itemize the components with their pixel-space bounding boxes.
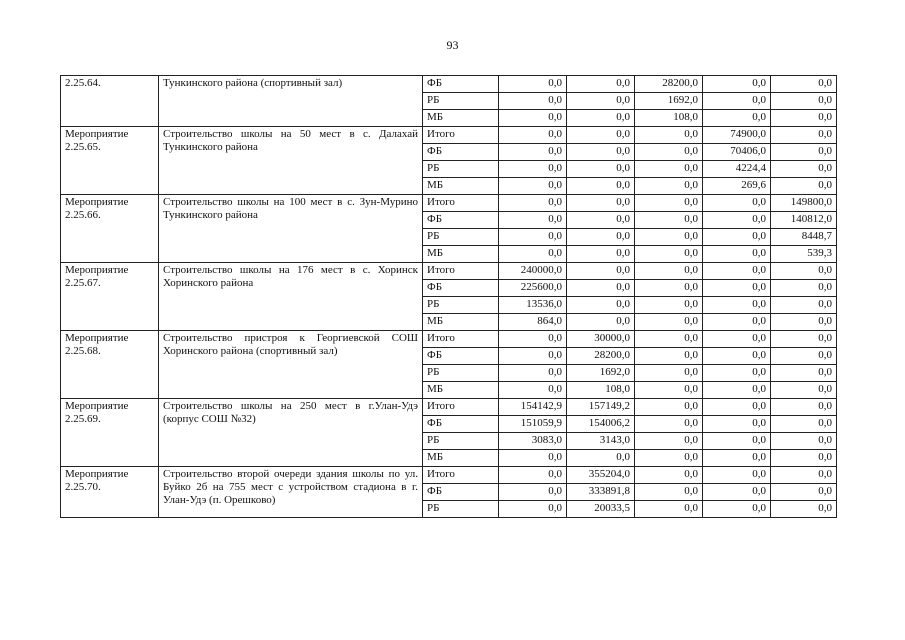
amount-cell: 0,0 [635, 297, 703, 314]
amount-cell: 0,0 [567, 161, 635, 178]
amount-cell: 20033,5 [567, 501, 635, 518]
amount-cell: 240000,0 [499, 263, 567, 280]
amount-cell: 0,0 [567, 229, 635, 246]
measure-description: Строительство второй очереди здания школы по ул. Буйко 2б на 755 мест с устройством стадиона в г. Улан-Удэ (п. Орешково) [159, 467, 423, 518]
amount-cell: 0,0 [499, 127, 567, 144]
amount-cell: 0,0 [635, 331, 703, 348]
amount-cell: 0,0 [499, 212, 567, 229]
amount-cell: 0,0 [703, 76, 771, 93]
amount-cell: 0,0 [703, 450, 771, 467]
amount-cell: 0,0 [771, 399, 837, 416]
funding-source: РБ [423, 297, 499, 314]
amount-cell: 0,0 [567, 212, 635, 229]
amount-cell: 0,0 [771, 297, 837, 314]
amount-cell: 0,0 [703, 110, 771, 127]
amount-cell: 0,0 [771, 93, 837, 110]
amount-cell: 355204,0 [567, 467, 635, 484]
amount-cell: 0,0 [567, 127, 635, 144]
funding-source: ФБ [423, 144, 499, 161]
amount-cell: 1692,0 [635, 93, 703, 110]
amount-cell: 0,0 [703, 348, 771, 365]
funding-source: РБ [423, 229, 499, 246]
measure-description: Строительство школы на 176 мест в с. Хоринск Хоринского района [159, 263, 423, 331]
amount-cell: 0,0 [703, 212, 771, 229]
amount-cell: 0,0 [703, 93, 771, 110]
funding-source: МБ [423, 110, 499, 127]
amount-cell: 3083,0 [499, 433, 567, 450]
funding-source: Итого [423, 331, 499, 348]
table-row [61, 76, 837, 93]
amount-cell: 0,0 [703, 365, 771, 382]
amount-cell: 108,0 [635, 110, 703, 127]
amount-cell: 0,0 [567, 178, 635, 195]
funding-source: Итого [423, 127, 499, 144]
amount-cell: 0,0 [635, 314, 703, 331]
amount-cell: 0,0 [567, 280, 635, 297]
amount-cell: 0,0 [499, 382, 567, 399]
measure-description: Строительство школы на 100 мест в с. Зун-Мурино Тункинского района [159, 195, 423, 263]
amount-cell: 0,0 [771, 161, 837, 178]
amount-cell: 0,0 [635, 484, 703, 501]
amount-cell: 0,0 [499, 195, 567, 212]
measure-id: Мероприятие 2.25.65. [61, 127, 159, 195]
amount-cell: 0,0 [703, 263, 771, 280]
table-row [61, 263, 837, 280]
funding-source: ФБ [423, 484, 499, 501]
amount-cell: 0,0 [499, 331, 567, 348]
amount-cell: 4224,4 [703, 161, 771, 178]
funding-source: РБ [423, 501, 499, 518]
amount-cell: 0,0 [635, 416, 703, 433]
amount-cell: 0,0 [567, 110, 635, 127]
amount-cell: 0,0 [499, 178, 567, 195]
measure-id: Мероприятие 2.25.70. [61, 467, 159, 518]
amount-cell: 0,0 [499, 450, 567, 467]
amount-cell: 0,0 [567, 314, 635, 331]
amount-cell: 28200,0 [635, 76, 703, 93]
amount-cell: 0,0 [703, 467, 771, 484]
amount-cell: 0,0 [771, 365, 837, 382]
amount-cell: 269,6 [703, 178, 771, 195]
funding-source: МБ [423, 382, 499, 399]
amount-cell: 0,0 [771, 144, 837, 161]
amount-cell: 0,0 [635, 399, 703, 416]
amount-cell: 0,0 [567, 297, 635, 314]
funding-source: МБ [423, 246, 499, 263]
amount-cell: 0,0 [499, 348, 567, 365]
amount-cell: 0,0 [703, 416, 771, 433]
funding-source: РБ [423, 365, 499, 382]
amount-cell: 0,0 [703, 195, 771, 212]
amount-cell: 149800,0 [771, 195, 837, 212]
funding-source: МБ [423, 178, 499, 195]
amount-cell: 0,0 [771, 263, 837, 280]
amount-cell: 0,0 [567, 76, 635, 93]
amount-cell: 0,0 [771, 110, 837, 127]
amount-cell: 70406,0 [703, 144, 771, 161]
amount-cell: 0,0 [703, 399, 771, 416]
amount-cell: 0,0 [499, 467, 567, 484]
amount-cell: 74900,0 [703, 127, 771, 144]
amount-cell: 0,0 [635, 365, 703, 382]
amount-cell: 539,3 [771, 246, 837, 263]
amount-cell: 0,0 [567, 450, 635, 467]
amount-cell: 0,0 [635, 127, 703, 144]
amount-cell: 864,0 [499, 314, 567, 331]
amount-cell: 0,0 [499, 110, 567, 127]
funding-source: Итого [423, 263, 499, 280]
funding-source: Итого [423, 467, 499, 484]
amount-cell: 0,0 [635, 263, 703, 280]
amount-cell: 30000,0 [567, 331, 635, 348]
amount-cell: 0,0 [499, 229, 567, 246]
amount-cell: 0,0 [635, 246, 703, 263]
measure-id: 2.25.64. [61, 76, 159, 127]
amount-cell: 225600,0 [499, 280, 567, 297]
amount-cell: 0,0 [635, 280, 703, 297]
table-row [61, 195, 837, 212]
amount-cell: 0,0 [703, 484, 771, 501]
amount-cell: 1692,0 [567, 365, 635, 382]
amount-cell: 0,0 [771, 416, 837, 433]
amount-cell: 0,0 [567, 246, 635, 263]
amount-cell: 0,0 [771, 382, 837, 399]
amount-cell: 28200,0 [567, 348, 635, 365]
funding-source: РБ [423, 161, 499, 178]
amount-cell: 154142,9 [499, 399, 567, 416]
amount-cell: 0,0 [703, 280, 771, 297]
measure-description: Строительство школы на 50 мест в с. Далахай Тункинского района [159, 127, 423, 195]
table-row [61, 127, 837, 144]
amount-cell: 0,0 [635, 178, 703, 195]
amount-cell: 0,0 [567, 195, 635, 212]
amount-cell: 0,0 [771, 467, 837, 484]
amount-cell: 0,0 [771, 433, 837, 450]
amount-cell: 0,0 [771, 348, 837, 365]
measure-id: Мероприятие 2.25.66. [61, 195, 159, 263]
funding-source: ФБ [423, 76, 499, 93]
amount-cell: 333891,8 [567, 484, 635, 501]
amount-cell: 0,0 [499, 161, 567, 178]
measure-description: Строительство школы на 250 мест в г.Улан-Удэ (корпус СОШ №32) [159, 399, 423, 467]
funding-source: Итого [423, 399, 499, 416]
amount-cell: 108,0 [567, 382, 635, 399]
amount-cell: 0,0 [567, 93, 635, 110]
table-row [61, 399, 837, 416]
funding-source: ФБ [423, 416, 499, 433]
amount-cell: 0,0 [499, 484, 567, 501]
amount-cell: 0,0 [771, 450, 837, 467]
amount-cell: 0,0 [499, 144, 567, 161]
amount-cell: 0,0 [703, 331, 771, 348]
amount-cell: 151059,9 [499, 416, 567, 433]
table-row [61, 331, 837, 348]
budget-table-body [61, 76, 837, 518]
page-number: 93 [446, 38, 459, 52]
amount-cell: 0,0 [635, 382, 703, 399]
amount-cell: 140812,0 [771, 212, 837, 229]
amount-cell: 0,0 [771, 331, 837, 348]
amount-cell: 0,0 [499, 246, 567, 263]
amount-cell: 3143,0 [567, 433, 635, 450]
amount-cell: 0,0 [635, 450, 703, 467]
amount-cell: 0,0 [703, 501, 771, 518]
amount-cell: 0,0 [635, 467, 703, 484]
funding-source: ФБ [423, 280, 499, 297]
amount-cell: 0,0 [499, 76, 567, 93]
table-row [61, 467, 837, 484]
amount-cell: 0,0 [499, 501, 567, 518]
amount-cell: 0,0 [771, 314, 837, 331]
amount-cell: 0,0 [635, 433, 703, 450]
funding-source: МБ [423, 314, 499, 331]
amount-cell: 0,0 [703, 433, 771, 450]
amount-cell: 154006,2 [567, 416, 635, 433]
measure-id: Мероприятие 2.25.68. [61, 331, 159, 399]
measure-description: Тункинского района (спортивный зал) [159, 76, 423, 127]
measure-description: Строительство пристроя к Георгиевской СОШ Хоринского района (спортивный зал) [159, 331, 423, 399]
amount-cell: 0,0 [703, 229, 771, 246]
amount-cell: 0,0 [703, 382, 771, 399]
amount-cell: 13536,0 [499, 297, 567, 314]
amount-cell: 8448,7 [771, 229, 837, 246]
funding-source: РБ [423, 93, 499, 110]
funding-source: МБ [423, 450, 499, 467]
amount-cell: 0,0 [567, 144, 635, 161]
amount-cell: 0,0 [771, 501, 837, 518]
amount-cell: 0,0 [635, 144, 703, 161]
amount-cell: 0,0 [703, 314, 771, 331]
amount-cell: 0,0 [771, 484, 837, 501]
amount-cell: 0,0 [635, 348, 703, 365]
funding-source: ФБ [423, 348, 499, 365]
amount-cell: 0,0 [635, 212, 703, 229]
budget-table [60, 75, 837, 518]
funding-source: ФБ [423, 212, 499, 229]
amount-cell: 0,0 [771, 76, 837, 93]
funding-source: Итого [423, 195, 499, 212]
funding-source: РБ [423, 433, 499, 450]
amount-cell: 0,0 [771, 127, 837, 144]
measure-id: Мероприятие 2.25.69. [61, 399, 159, 467]
measure-id: Мероприятие 2.25.67. [61, 263, 159, 331]
amount-cell: 0,0 [499, 365, 567, 382]
amount-cell: 157149,2 [567, 399, 635, 416]
amount-cell: 0,0 [567, 263, 635, 280]
amount-cell: 0,0 [635, 229, 703, 246]
amount-cell: 0,0 [703, 246, 771, 263]
amount-cell: 0,0 [499, 93, 567, 110]
amount-cell: 0,0 [635, 161, 703, 178]
amount-cell: 0,0 [635, 501, 703, 518]
amount-cell: 0,0 [635, 195, 703, 212]
amount-cell: 0,0 [771, 178, 837, 195]
amount-cell: 0,0 [771, 280, 837, 297]
amount-cell: 0,0 [703, 297, 771, 314]
